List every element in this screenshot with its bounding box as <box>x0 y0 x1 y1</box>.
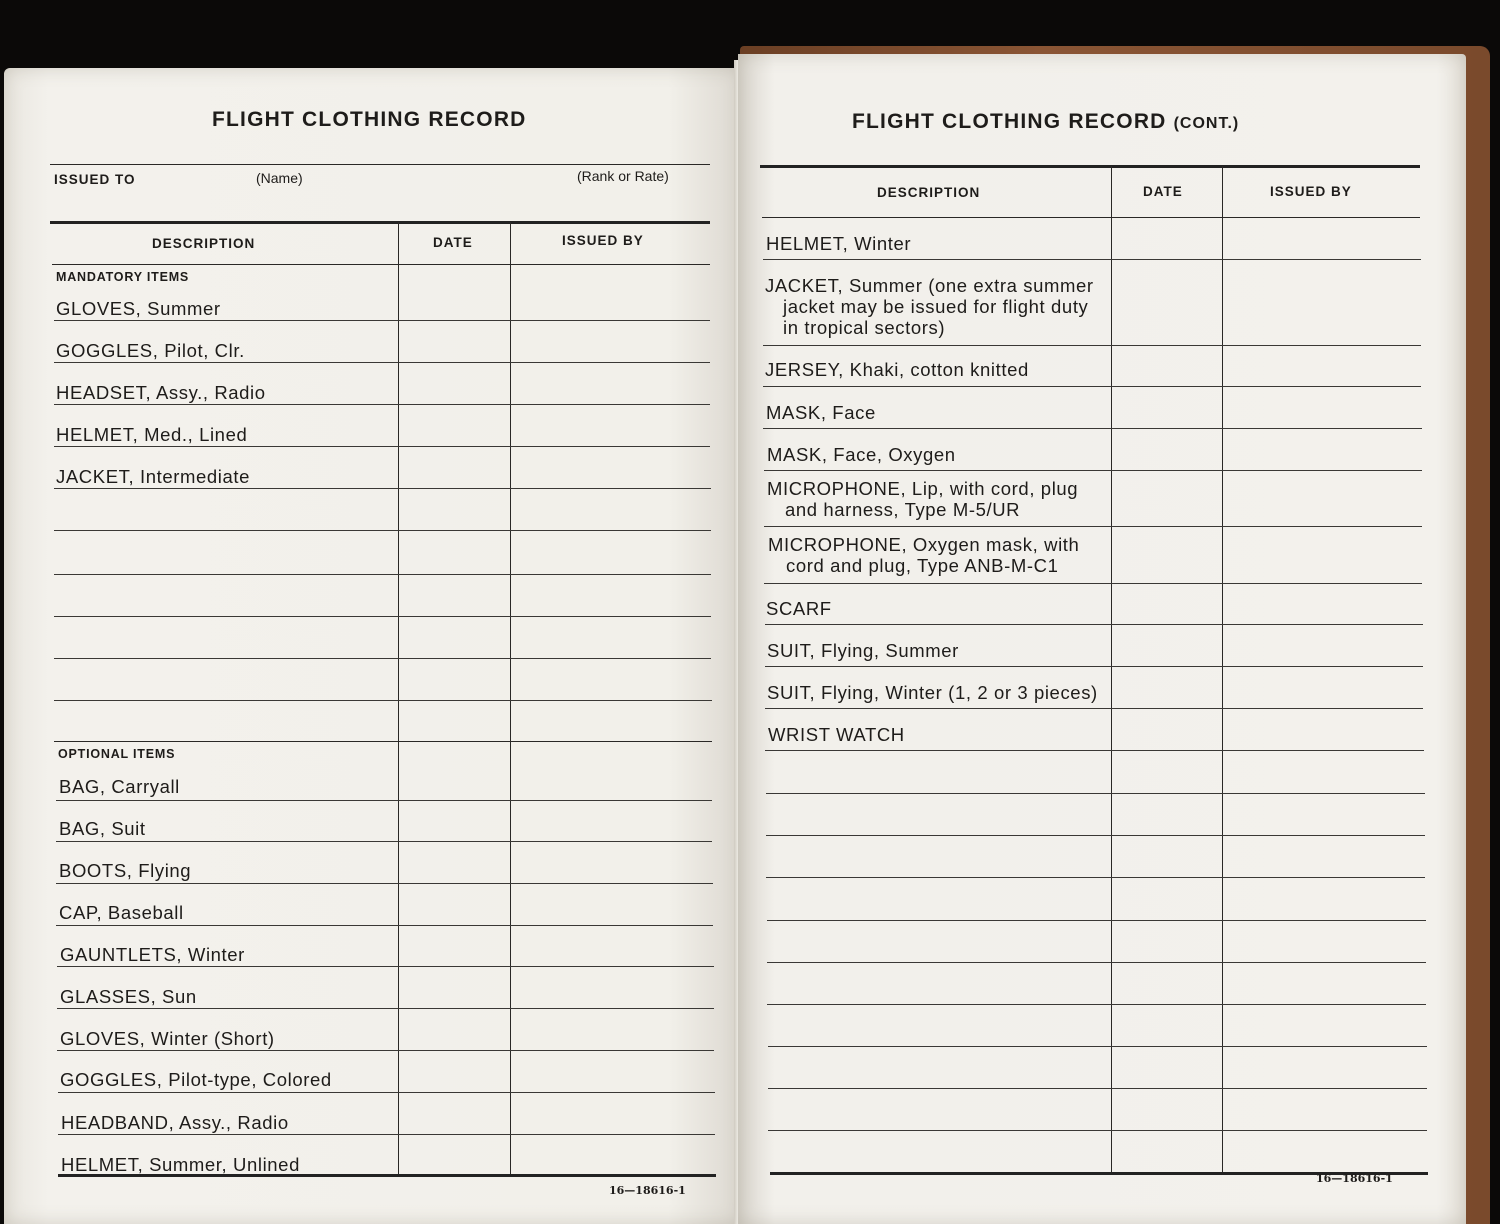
row-rule <box>766 877 1425 878</box>
row-rule <box>765 708 1423 709</box>
left-table-bottom-rule <box>58 1174 716 1177</box>
item-line: MICROPHONE, Oxygen mask, with <box>768 534 1080 555</box>
list-item: HELMET, Winter <box>766 233 912 254</box>
list-item: JACKET, Intermediate <box>56 466 250 487</box>
list-item: BAG, Carryall <box>59 776 180 797</box>
list-item: JERSEY, Khaki, cotton knitted <box>765 359 1029 380</box>
list-item: WRIST WATCH <box>768 724 905 745</box>
row-rule <box>54 658 711 659</box>
right-form-number: 16—18616-1 <box>1316 1172 1393 1185</box>
rank-label: (Rank or Rate) <box>577 168 669 184</box>
row-rule <box>54 404 710 405</box>
right-page-title <box>852 110 1239 134</box>
list-item: HELMET, Summer, Unlined <box>61 1154 300 1175</box>
row-rule <box>768 1046 1427 1047</box>
list-item: MASK, Face <box>766 402 876 423</box>
list-item: SUIT, Flying, Summer <box>767 640 959 661</box>
row-rule <box>764 583 1422 584</box>
right-page <box>738 54 1466 1224</box>
section-divider-rule <box>54 741 712 742</box>
list-item: SCARF <box>766 598 832 619</box>
right-date-column-divider <box>1111 166 1112 1174</box>
right-header-bottom-rule <box>762 217 1420 218</box>
row-rule <box>54 446 710 447</box>
issued-to-top-rule <box>50 164 710 165</box>
list-item: HEADBAND, Assy., Radio <box>61 1112 289 1133</box>
row-rule <box>54 574 711 575</box>
row-rule <box>57 1050 714 1051</box>
row-rule <box>56 800 712 801</box>
row-rule <box>54 488 711 489</box>
row-rule <box>765 750 1424 751</box>
row-rule <box>56 925 713 926</box>
row-rule <box>767 1004 1426 1005</box>
list-item: HELMET, Med., Lined <box>56 424 248 445</box>
row-rule <box>56 883 713 884</box>
right-col-issued-by: ISSUED BY <box>1270 184 1352 199</box>
row-rule <box>766 793 1425 794</box>
item-line: in tropical sectors) <box>783 317 946 338</box>
item-line: and harness, Type M-5/UR <box>785 499 1021 520</box>
list-item: CAP, Baseball <box>59 902 184 923</box>
list-item: MASK, Face, Oxygen <box>767 444 956 465</box>
list-item <box>767 478 1078 520</box>
list-item: BOOTS, Flying <box>59 860 192 881</box>
row-rule <box>765 624 1423 625</box>
right-col-description: DESCRIPTION <box>877 185 981 200</box>
list-item: GLOVES, Summer <box>56 298 221 319</box>
row-rule <box>763 345 1421 346</box>
row-rule <box>54 530 711 531</box>
row-rule <box>54 616 711 617</box>
right-title-suffix: (CONT.) <box>1173 115 1240 132</box>
name-label: (Name) <box>256 170 303 186</box>
left-col-description: DESCRIPTION <box>152 236 256 251</box>
row-rule <box>768 1130 1427 1131</box>
item-line: JACKET, Summer (one extra summer <box>765 275 1094 296</box>
optional-items-label: OPTIONAL ITEMS <box>58 747 176 761</box>
row-rule <box>54 320 710 321</box>
list-item: GOGGLES, Pilot, Clr. <box>56 340 245 361</box>
list-item: GAUNTLETS, Winter <box>60 944 245 965</box>
row-rule <box>56 841 712 842</box>
right-col-date: DATE <box>1143 184 1183 199</box>
header-bottom-rule <box>52 264 710 265</box>
row-rule <box>764 470 1422 471</box>
row-rule <box>766 835 1425 836</box>
row-rule <box>767 920 1426 921</box>
row-rule <box>763 259 1421 260</box>
row-rule <box>763 386 1421 387</box>
header-top-rule <box>50 221 710 224</box>
mandatory-items-label: MANDATORY ITEMS <box>56 270 190 284</box>
list-item: BAG, Suit <box>59 818 146 839</box>
list-item: GLOVES, Winter (Short) <box>60 1028 275 1049</box>
right-title-main: FLIGHT CLOTHING RECORD <box>852 110 1167 133</box>
row-rule <box>763 428 1422 429</box>
row-rule <box>57 1008 714 1009</box>
left-issued-column-divider <box>510 222 511 1174</box>
left-date-column-divider <box>398 222 399 1174</box>
list-item: GOGGLES, Pilot-type, Colored <box>60 1069 332 1090</box>
row-rule <box>767 962 1426 963</box>
issued-to-label: ISSUED TO <box>54 172 136 187</box>
list-item: SUIT, Flying, Winter (1, 2 or 3 pieces) <box>767 682 1098 703</box>
list-item: HEADSET, Assy., Radio <box>56 382 266 403</box>
row-rule <box>765 666 1423 667</box>
list-item <box>768 534 1079 576</box>
row-rule <box>58 1134 715 1135</box>
item-line: cord and plug, Type ANB-M-C1 <box>786 555 1059 576</box>
row-rule <box>54 362 710 363</box>
right-header-top-rule <box>760 165 1420 168</box>
row-rule <box>54 700 712 701</box>
row-rule <box>58 1092 715 1093</box>
left-page-title: FLIGHT CLOTHING RECORD <box>212 108 527 131</box>
row-rule <box>57 966 714 967</box>
row-rule <box>768 1088 1427 1089</box>
row-rule <box>764 526 1422 527</box>
list-item: GLASSES, Sun <box>60 986 197 1007</box>
left-col-date: DATE <box>433 235 473 250</box>
item-line: MICROPHONE, Lip, with cord, plug <box>767 478 1079 499</box>
left-form-number: 16—18616-1 <box>609 1184 686 1197</box>
item-line: jacket may be issued for flight duty <box>783 296 1089 317</box>
left-col-issued-by: ISSUED BY <box>562 233 644 248</box>
list-item <box>765 275 1094 338</box>
right-issued-column-divider <box>1222 166 1223 1174</box>
